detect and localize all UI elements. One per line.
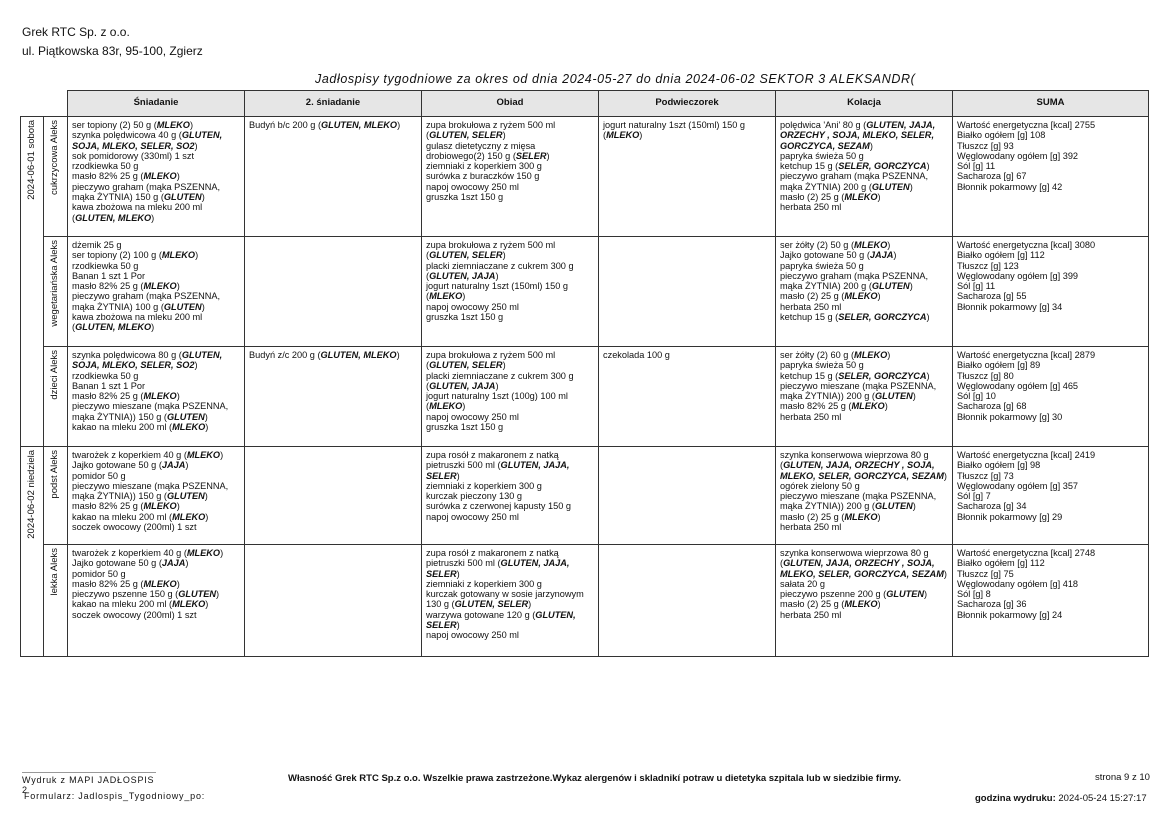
sum-cell (953, 545, 1149, 657)
nutrition-line: Tłuszcz [g] 123 (957, 260, 1019, 271)
lunch-cell (422, 237, 599, 347)
menu-row (21, 117, 1149, 237)
nutrition-line: Węglowodany ogółem [g] 465 (957, 380, 1079, 391)
menu-item: masło 82% 25 g (MLEKO) (72, 578, 180, 589)
diet-name-label: wegetariańska Aleks (49, 240, 61, 327)
menu-item: ser topiony (2) 100 g (MLEKO) (72, 250, 199, 261)
lunch-cell (422, 545, 599, 657)
menu-item: warzywa gotowane 120 g (GLUTEN, SELER) (426, 609, 576, 631)
menu-item: surówka z buraczków 150 g (426, 171, 540, 182)
snack-cell (599, 447, 776, 545)
diet-name-label: lekka Aleks (49, 548, 61, 596)
print-source: Wydruk z MAPI JADŁOSPIS 2 (22, 772, 156, 795)
column-header: Śniadanie (68, 91, 245, 117)
menu-item: gruszka 1szt 150 g (426, 312, 504, 323)
menu-item: pieczywo graham (mąka PSZENNA, mąka ŻYTNIA) 200 g (GLUTEN) (780, 270, 929, 292)
nutrition-line: Węglowodany ogółem [g] 392 (957, 150, 1079, 161)
menu-item: herbata 250 ml (780, 411, 842, 422)
menu-item: pieczywo graham (mąka PSZENNA, mąka ŻYTNIA) 100 g (GLUTEN) (72, 291, 221, 312)
nutrition-line: Wartość energetyczna [kcal] 2419 (957, 450, 1096, 460)
column-header: Podwieczorek (599, 91, 776, 117)
menu-item: rzodkiewka 50 g (72, 260, 139, 271)
breakfast-cell (68, 545, 245, 657)
nutrition-line: Węglowodany ogółem [g] 418 (957, 578, 1079, 589)
nutrition-line: Sacharoza [g] 68 (957, 401, 1027, 412)
second-breakfast-cell (245, 237, 422, 347)
menu-item: napoj owocowy 250 ml (426, 511, 519, 522)
nutrition-line: Tłuszcz [g] 93 (957, 140, 1014, 151)
menu-item: zupa brokułowa z ryżem 500 ml (GLUTEN, SELER) (426, 120, 556, 141)
nutrition-line: Białko ogółem [g] 89 (957, 360, 1041, 371)
nutrition-line: Błonnik pokarmowy [g] 34 (957, 301, 1063, 312)
nutrition-line: Sacharoza [g] 34 (957, 501, 1027, 512)
menu-item: gruszka 1szt 150 g (426, 422, 504, 433)
nutrition-line: Sacharoza [g] 36 (957, 599, 1027, 610)
menu-item: szynka polędwicowa 40 g (GLUTEN, SOJA, MLEKO, SELER, SO2) (72, 130, 223, 151)
second-breakfast-cell (245, 347, 422, 447)
menu-item: Budyń b/c 200 g (GLUTEN, MLEKO) (249, 120, 401, 130)
nutrition-line: Błonnik pokarmowy [g] 30 (957, 411, 1063, 422)
menu-item: jogurt naturalny 1szt (150ml) 150 g (MLEKO) (603, 120, 745, 141)
menu-item: pieczywo mieszane (mąka PSZENNA, mąka ŻYTNIA)) 200 g (GLUTEN) (780, 380, 937, 402)
menu-item: sałata 20 g (780, 578, 825, 589)
nutrition-line: Białko ogółem [g] 98 (957, 460, 1041, 471)
menu-item: masło 82% 25 g (MLEKO) (72, 391, 180, 402)
snack-cell (599, 237, 776, 347)
lunch-cell (422, 347, 599, 447)
menu-item: Budyń z/c 200 g (GLUTEN, MLEKO) (249, 350, 400, 360)
sum-cell (953, 347, 1149, 447)
menu-item: ketchup 15 g (SELER, GORCZYCA) (780, 370, 930, 381)
column-header: Kolacja (776, 91, 953, 117)
page-number: strona 9 z 10 (1095, 772, 1150, 783)
menu-item: ketchup 15 g (SELER, GORCZYCA) (780, 312, 930, 323)
menu-item: masło 82% 25 g (MLEKO) (780, 401, 888, 412)
menu-row (21, 347, 1149, 447)
ownership-note: Własność Grek RTC Sp.z o.o. Wszelkie prawa zastrzeżone.Wykaz alergenów i skladnikí potraw u dietetyka szpitala lub w siedzibie firmy. (288, 773, 902, 784)
menu-item: ziemniaki z koperkiem 300 g (426, 480, 542, 491)
menu-item: pieczywo graham (mąka PSZENNA, mąka ŻYTNIA) 200 g (GLUTEN) (780, 171, 929, 192)
menu-row (21, 545, 1149, 657)
menu-item: twarożek z koperkiem 40 g (MLEKO) (72, 450, 224, 460)
nutrition-line: Wartość energetyczna [kcal] 2879 (957, 350, 1096, 360)
menu-item: jogurt naturalny 1szt (100g) 100 ml (MLEKO) (426, 391, 568, 412)
menu-item: Jajko gotowane 50 g (JAJA) (72, 460, 189, 471)
diet-name (44, 347, 68, 447)
menu-item: zupa brokułowa z ryżem 500 ml (GLUTEN, SELER) (426, 240, 556, 261)
menu-item: kakao na mleku 200 ml (MLEKO) (72, 599, 209, 610)
company-name: Grek RTC Sp. z o.o. (22, 25, 130, 39)
diet-name (44, 447, 68, 545)
print-time-label: godzina wydruku: (975, 793, 1056, 804)
second-breakfast-cell (245, 117, 422, 237)
menu-item: kurczak pieczony 130 g (426, 491, 523, 502)
header-blank (44, 91, 68, 117)
menu-item: kurczak gotowany w sosie jarzynowym 130 g (GLUTEN, SELER) (426, 589, 584, 610)
menu-item: jogurt naturalny 1szt (150ml) 150 g (MLEKO) (426, 281, 568, 302)
nutrition-line: Sól [g] 8 (957, 589, 991, 600)
diet-name-label: cukrzycowa Aleks (49, 120, 61, 195)
menu-item: twarożek z koperkiem 40 g (MLEKO) (72, 548, 224, 558)
lunch-cell (422, 447, 599, 545)
menu-item: kakao na mleku 200 ml (MLEKO) (72, 422, 209, 433)
snack-cell (599, 117, 776, 237)
menu-item: masło (2) 25 g (MLEKO) (780, 291, 881, 302)
menu-item: czekolada 100 g (603, 350, 670, 360)
dinner-cell (776, 237, 953, 347)
menu-item: zupa rosół z makaronem z natką pietruszki 500 ml (GLUTEN, JAJA, SELER) (426, 450, 570, 481)
menu-item: rzodkiewka 50 g (72, 370, 139, 381)
nutrition-line: Sól [g] 10 (957, 391, 996, 402)
company-address: ul. Piątkowska 83r, 95-100, Zgierz (22, 44, 203, 58)
menu-item: ser topiony (2) 50 g (MLEKO) (72, 120, 194, 130)
menu-item: ziemniaki z koperkiem 300 g (426, 161, 542, 172)
sum-cell (953, 237, 1149, 347)
dinner-cell (776, 117, 953, 237)
dinner-cell (776, 347, 953, 447)
nutrition-line: Sacharoza [g] 67 (957, 171, 1027, 182)
menu-item: ser żółty (2) 60 g (MLEKO) (780, 350, 891, 360)
nutrition-line: Białko ogółem [g] 108 (957, 130, 1046, 141)
menu-table (20, 90, 1149, 657)
column-header: Obiad (422, 91, 599, 117)
diet-name-label: dzieci Aleks (49, 350, 61, 400)
menu-item: dżemik 25 g (72, 240, 122, 250)
menu-item: masło (2) 25 g (MLEKO) (780, 511, 881, 522)
menu-item: pieczywo mieszane (mąka PSZENNA, mąka ŻYTNIA)) 150 g (GLUTEN) (72, 401, 229, 422)
menu-item: gulasz dietetyczny z mięsa drobiowego(2) 150 g (SELER) (426, 140, 550, 161)
menu-item: polędwica 'Ani' 80 g (GLUTEN, JAJA, ORZECHY , SOJA, MLEKO, SELER, GORCZYCA, SEZAM) (780, 120, 936, 151)
menu-item: napoj owocowy 250 ml (426, 630, 519, 641)
lunch-cell (422, 117, 599, 237)
nutrition-line: Sól [g] 11 (957, 161, 996, 172)
breakfast-cell (68, 347, 245, 447)
snack-cell (599, 347, 776, 447)
sum-cell (953, 117, 1149, 237)
day-date (21, 117, 44, 447)
menu-item: papryka świeża 50 g (780, 360, 864, 371)
breakfast-cell (68, 447, 245, 545)
menu-item: pomidor 50 g (72, 568, 126, 579)
menu-item: ketchup 15 g (SELER, GORCZYCA) (780, 161, 930, 172)
menu-item: masło 82% 25 g (MLEKO) (72, 281, 180, 292)
header-blank (21, 91, 44, 117)
nutrition-line: Sacharoza [g] 55 (957, 291, 1027, 302)
sum-cell (953, 447, 1149, 545)
nutrition-line: Białko ogółem [g] 112 (957, 558, 1045, 569)
menu-item: placki ziemniaczane z cukrem 300 g (GLUTEN, JAJA) (426, 370, 574, 391)
diet-name-label: podst Aleks (49, 450, 61, 499)
menu-item: placki ziemniaczane z cukrem 300 g (GLUTEN, JAJA) (426, 260, 574, 281)
nutrition-line: Tłuszcz [g] 80 (957, 370, 1014, 381)
nutrition-line: Wartość energetyczna [kcal] 2755 (957, 120, 1096, 130)
menu-item: ziemniaki z koperkiem 300 g (426, 578, 542, 589)
menu-item: soczek owocowy (200ml) 1 szt (72, 609, 197, 620)
snack-cell (599, 545, 776, 657)
dinner-cell (776, 545, 953, 657)
menu-item: kakao na mleku 200 ml (MLEKO) (72, 511, 209, 522)
diet-name (44, 545, 68, 657)
menu-item: pieczywo mieszane (mąka PSZENNA, mąka ŻYTNIA)) 150 g (GLUTEN) (72, 480, 229, 502)
menu-item: pieczywo mieszane (mąka PSZENNA, mąka ŻYTNIA)) 200 g (GLUTEN) (780, 491, 937, 512)
nutrition-line: Sól [g] 7 (957, 491, 991, 502)
menu-item: ogórek zielony 50 g (780, 480, 860, 491)
nutrition-line: Tłuszcz [g] 73 (957, 470, 1014, 481)
menu-item: pieczywo graham (mąka PSZENNA, mąka ŻYTNIA) 150 g (GLUTEN) (72, 181, 221, 203)
menu-item: herbata 250 ml (780, 522, 842, 533)
menu-item: rzodkiewka 50 g (72, 161, 139, 172)
nutrition-line: Węglowodany ogółem [g] 357 (957, 480, 1079, 491)
breakfast-cell (68, 117, 245, 237)
menu-item: ser żółty (2) 50 g (MLEKO) (780, 240, 891, 250)
menu-item: herbata 250 ml (780, 609, 842, 620)
nutrition-line: Sól [g] 11 (957, 281, 996, 292)
day-date (21, 447, 44, 657)
page-title: Jadłospisy tygodniowe za okres od dnia 2024-05-27 do dnia 2024-06-02 SEKTOR 3 ALEKSANDR( (315, 72, 916, 86)
menu-item: szynka polędwicowa 80 g (GLUTEN, SOJA, MLEKO, SELER, SO2) (72, 350, 223, 371)
menu-item: sok pomidorowy (330ml) 1 szt (72, 150, 195, 161)
menu-item: Jajko gotowane 50 g (JAJA) (780, 250, 897, 261)
menu-body (21, 117, 1149, 657)
menu-item: masło (2) 25 g (MLEKO) (780, 192, 881, 203)
menu-item: papryka świeża 50 g (780, 260, 864, 271)
menu-item: Jajko gotowane 50 g (JAJA) (72, 558, 189, 569)
nutrition-line: Wartość energetyczna [kcal] 3080 (957, 240, 1096, 250)
menu-item: zupa rosół z makaronem z natką pietruszki 500 ml (GLUTEN, JAJA, SELER) (426, 548, 570, 579)
menu-item: gruszka 1szt 150 g (426, 192, 504, 203)
breakfast-cell (68, 237, 245, 347)
menu-item: masło (2) 25 g (MLEKO) (780, 599, 881, 610)
nutrition-line: Tłuszcz [g] 75 (957, 568, 1014, 579)
menu-item: pieczywo pszenne 200 g (GLUTEN) (780, 589, 928, 600)
print-time-value: 2024-05-24 15:27:17 (1058, 793, 1147, 804)
menu-item: zupa brokułowa z ryżem 500 ml (GLUTEN, SELER) (426, 350, 556, 371)
diet-name (44, 117, 68, 237)
menu-item: kawa zbożowa na mleku 200 ml (GLUTEN, MLEKO) (72, 312, 203, 333)
nutrition-line: Węglowodany ogółem [g] 399 (957, 270, 1079, 281)
menu-row (21, 237, 1149, 347)
nutrition-line: Błonnik pokarmowy [g] 24 (957, 609, 1063, 620)
menu-item: napoj owocowy 250 ml (426, 301, 519, 312)
menu-item: masło 82% 25 g (MLEKO) (72, 171, 180, 182)
day-date-label: 2024-06-01 sobota (25, 120, 37, 200)
menu-item: Banan 1 szt 1 Por (72, 380, 146, 391)
nutrition-line: Białko ogółem [g] 112 (957, 250, 1045, 261)
menu-item: szynka konserwowa wieprzowa 80 g (GLUTEN, JAJA, ORZECHY , SOJA, MLEKO, SELER, GORCZYCA, SEZAM) (780, 450, 947, 481)
menu-item: surówka z czerwonej kapusty 150 g (426, 501, 572, 512)
menu-item: herbata 250 ml (780, 202, 842, 213)
second-breakfast-cell (245, 545, 422, 657)
menu-item: pieczywo pszenne 150 g (GLUTEN) (72, 589, 220, 600)
second-breakfast-cell (245, 447, 422, 545)
nutrition-line: Błonnik pokarmowy [g] 42 (957, 181, 1063, 192)
header-row (21, 91, 1149, 117)
menu-item: soczek owocowy (200ml) 1 szt (72, 522, 197, 533)
menu-item: napoj owocowy 250 ml (426, 411, 519, 422)
column-header: 2. śniadanie (245, 91, 422, 117)
nutrition-line: Wartość energetyczna [kcal] 2748 (957, 548, 1096, 558)
form-name: Formularz: Jadlospis_Tygodniowy_po: (24, 791, 206, 801)
diet-name (44, 237, 68, 347)
menu-item: szynka konserwowa wieprzowa 80 g (GLUTEN, JAJA, ORZECHY , SOJA, MLEKO, SELER, GORCZYCA, SEZAM) (780, 548, 947, 579)
dinner-cell (776, 447, 953, 545)
menu-item: herbata 250 ml (780, 301, 842, 312)
day-date-label: 2024-06-02 niedziela (25, 450, 37, 539)
menu-item: papryka świeża 50 g (780, 150, 864, 161)
print-time (975, 793, 1147, 804)
nutrition-line: Błonnik pokarmowy [g] 29 (957, 511, 1063, 522)
menu-item: napoj owocowy 250 ml (426, 181, 519, 192)
menu-item: pomidor 50 g (72, 470, 126, 481)
menu-item: Banan 1 szt 1 Por (72, 270, 146, 281)
menu-item: kawa zbożowa na mleku 200 ml (GLUTEN, MLEKO) (72, 202, 203, 223)
menu-item: masło 82% 25 g (MLEKO) (72, 501, 180, 512)
menu-row (21, 447, 1149, 545)
column-header: SUMA (953, 91, 1149, 117)
